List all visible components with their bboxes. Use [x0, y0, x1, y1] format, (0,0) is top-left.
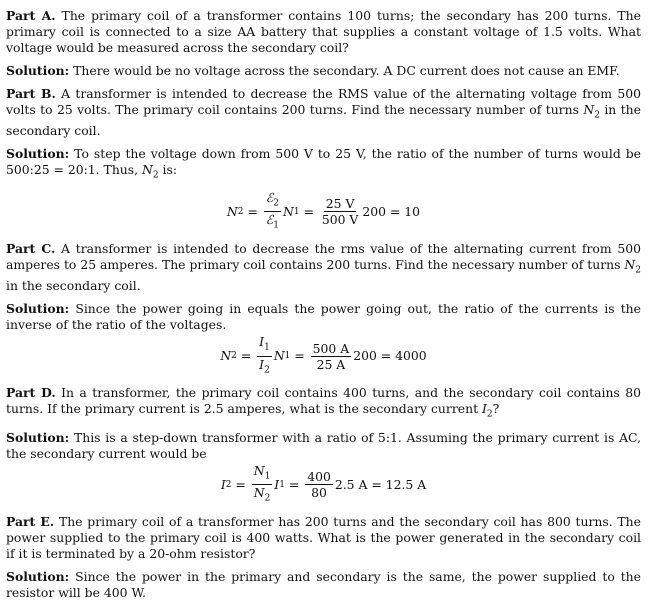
subscript: 2	[486, 409, 493, 420]
eq-subscript: 1	[279, 479, 285, 490]
eq-subscript: 2	[237, 206, 244, 217]
eq-fraction	[264, 191, 281, 233]
part-e-solution-label: Solution:	[6, 568, 70, 584]
eq-subscript: 2	[231, 351, 237, 362]
part-c-text: A transformer is intended to decrease the rms value of the alternating current from 500 amperes to 25 amperes. The primary coil contains 200 turns. Find the necessary number of turns	[6, 240, 641, 272]
eq-fraction	[252, 464, 273, 506]
eq-subscript: 1	[264, 471, 271, 482]
part-a-text: The primary coil of a transformer contains 100 turns; the secondary has 200 turns. The primary coil is connected to a size AA battery that supplies a constant voltage of 1.5 volts. What voltage would be measured across the secondary coil?	[6, 8, 641, 55]
eq-denominator: 500 V	[321, 212, 359, 228]
eq-symbol: N	[273, 348, 285, 364]
part-c-solution-text: Since the power going in equals the power going out, the ratio of the currents is the inverse of the ratio of the voltages.	[6, 301, 641, 333]
part-a-solution-text: There would be no voltage across the secondary. A DC current does not cause an EMF.	[69, 63, 620, 78]
part-b-text-end: in the secondary coil.	[6, 102, 641, 139]
eq-numerator: 500 A	[312, 340, 350, 356]
part-b-text: A transformer is intended to decrease the RMS value of the alternating voltage from 500 volts to 25 volts. The primary coil contains 200 turns. Find the necessary number of turns	[6, 86, 641, 117]
part-c-question	[6, 241, 641, 294]
part-e-question	[6, 514, 641, 562]
part-d-equation: I 2 = $\frac{N_1}{N_2}$ I 1 = $\frac{400}{80}$ 2.5 A = 12.5 A	[220, 462, 427, 504]
part-b-question	[6, 86, 641, 139]
eq-subscript: 1	[273, 220, 279, 231]
part-c-solution	[6, 301, 641, 333]
eq-denominator: 80	[311, 485, 327, 501]
part-c-label: Part C.	[6, 240, 56, 256]
part-e-solution-text: Since the power in the primary and secondary is the same, the power supplied to the resistor will be 400 W.	[6, 568, 641, 600]
part-e-solution	[6, 569, 641, 601]
eq-subscript: 2	[264, 493, 271, 504]
eq-subscript: 1	[293, 206, 300, 217]
subscript: 2	[152, 170, 159, 181]
eq-subscript: 2	[264, 365, 270, 376]
eq-subscript: 1	[284, 351, 291, 362]
symbol: N	[624, 256, 636, 272]
part-c-equation: N 2 = $\frac{I_1}{I_2}$ N 1 = $\frac{500 A}{25 A}$ 200 = 4000	[220, 334, 427, 376]
symbol: N	[142, 162, 153, 178]
part-d-solution-label: Solution:	[6, 429, 70, 445]
eq-subscript: 1	[264, 342, 270, 353]
eq-fraction	[305, 470, 333, 499]
part-a-label: Part A.	[6, 8, 56, 23]
part-d-text: In a transformer, the primary coil contains 400 turns, and the secondary coil contains 80 turns. If the primary current is 2.5 amperes, what is the secondary current	[6, 385, 641, 417]
part-a-solution	[6, 63, 641, 79]
eq-symbol: N	[220, 348, 232, 364]
eq-result: 200 = 4000	[353, 348, 427, 364]
subscript: 2	[594, 110, 600, 121]
part-d-text-end: ?	[492, 401, 500, 417]
eq-result: 2.5 A = 12.5 A	[334, 476, 427, 492]
part-b-label: Part B.	[6, 86, 56, 101]
eq-symbol: N	[226, 203, 238, 219]
eq-numerator: 25 V	[325, 196, 355, 212]
eq-denominator: ℰ	[265, 212, 274, 228]
part-b-solution	[6, 146, 641, 183]
eq-denominator: I	[259, 356, 265, 372]
eq-symbol: N	[283, 203, 294, 219]
part-d-label: Part D.	[6, 385, 56, 401]
part-d-solution-text: This is a step-down transformer with a ratio of 5:1. Assuming the primary current is AC, the secondary current would be	[6, 429, 641, 461]
part-b-solution-label: Solution:	[6, 146, 70, 162]
part-b-solution-text: To step the voltage down from 500 V to 25 V, the ratio of the number of turns would be 500:25 = 20:1. Thus,	[6, 146, 641, 178]
subscript: 2	[635, 265, 641, 276]
part-b-equation: N 2 = $\frac{ℰ_2}{ℰ_1}$ N 1 = $\frac{25 V}{500 V}$ 200 = 10	[226, 189, 421, 231]
part-d-solution	[6, 430, 641, 462]
symbol: I	[482, 401, 487, 417]
eq-subscript: 2	[273, 198, 279, 209]
part-d-question	[6, 385, 641, 422]
eq-fraction	[320, 197, 361, 226]
eq-subscript: 2	[225, 479, 232, 490]
part-e-label: Part E.	[6, 513, 55, 529]
eq-symbol: I	[220, 476, 226, 492]
eq-denominator: N	[253, 485, 265, 501]
eq-numerator: ℰ	[265, 189, 274, 205]
eq-result: 200 = 10	[362, 203, 421, 219]
eq-fraction	[311, 342, 352, 371]
part-e-text: The primary coil of a transformer has 200 turns and the secondary coil has 800 turns. The power supplied to the primary coil is 400 watts. What is the power generated in the secondary coil if it is terminated by a 20-ohm resistor?	[6, 513, 641, 561]
part-c-solution-label: Solution:	[6, 301, 70, 317]
eq-fraction	[257, 335, 272, 377]
eq-denominator: 25 A	[316, 356, 346, 372]
eq-numerator: I	[259, 334, 265, 350]
eq-numerator: 400	[307, 469, 331, 485]
part-a-question	[6, 8, 641, 56]
part-c-text-end: in the secondary coil.	[6, 278, 141, 294]
part-a-solution-label: Solution:	[6, 63, 70, 78]
part-b-solution-text-end: is:	[158, 162, 178, 178]
eq-symbol: I	[274, 476, 280, 492]
eq-numerator: N	[253, 462, 265, 478]
symbol: N	[583, 102, 595, 117]
